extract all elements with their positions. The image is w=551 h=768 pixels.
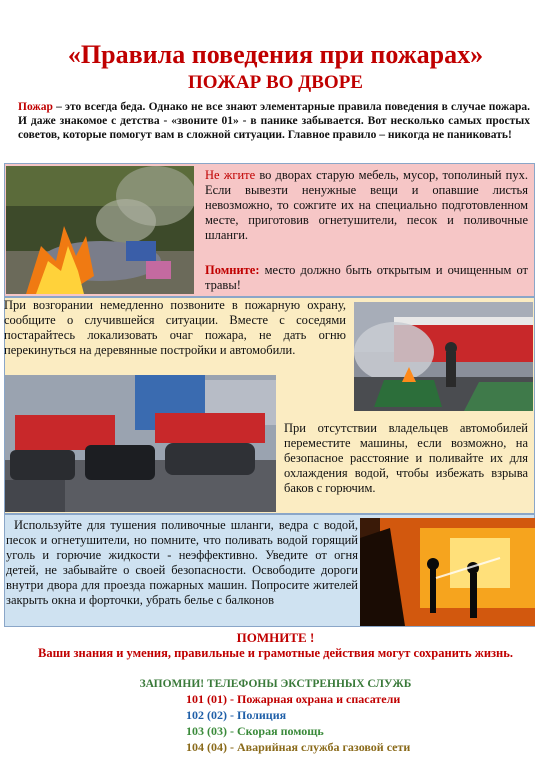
- firefighter-dumpster-image: [354, 302, 533, 411]
- section-1-remember: [205, 263, 528, 293]
- photo-firefighters-blaze: [360, 518, 535, 626]
- burning-trash-image: [6, 166, 194, 294]
- section-1-remember-lead: Помните:: [205, 263, 260, 277]
- section-3-text: Используйте для тушения поливочные шланги, ведра с водой, песок и огнетушители, но помните, что поливать водой горящий уголь и горючие жидкости - неэффективно. Уведите от огня детей, не забывайте о своей безопасности. Освободите дороги внутри двора для проезда пожарных машин. Попросите жителей закрыть окна и форточки, убрать белье с балконов: [6, 518, 358, 607]
- phone-fire: 101 (01) - Пожарная охрана и спасатели: [186, 692, 401, 706]
- photo-fire-trucks-cars: [5, 375, 276, 512]
- section-2-text-top: При возгорании немедленно позвоните в пожарную охрану, сообщите о случившейся ситуации. Вместе с соседями постарайтесь локализовать очаг пожара, не дать огню перекинуться на деревянные постройки и автомобили.: [4, 298, 346, 357]
- footer-remember: ПОМНИТЕ !: [236, 630, 315, 645]
- intro-paragraph: [18, 100, 530, 142]
- phone-police: 102 (02) - Полиция: [186, 708, 287, 722]
- footer-knowledge: Ваши знания и умения, правильные и грамотные действия могут сохранить жизнь.: [38, 646, 513, 660]
- section-1-remember-text: место должно быть открытым и очищенным от травы!: [205, 263, 528, 292]
- section-2-text-bottom: При отсутствии владельцев автомобилей переместите машины, если возможно, на безопасное расстояние и поливайте их для охлаждения водой, чтобы избежать взрыва баков с горючим.: [284, 421, 528, 495]
- intro-lead: Пожар: [18, 101, 53, 113]
- section-1-lead: Не жгите: [205, 168, 256, 182]
- page-title: «Правила поведения при пожарах»: [67, 40, 484, 69]
- photo-firefighter-dumpster: [354, 302, 533, 411]
- phones-heading: ЗАПОМНИ! ТЕЛЕФОНЫ ЭКСТРЕННЫХ СЛУЖБ: [139, 678, 412, 690]
- phone-gas: 104 (04) - Аварийная служба газовой сети: [186, 740, 411, 754]
- intro-text: – это всегда беда. Однако не все знают элементарные правила поведения в случае пожара. И даже знакомое с детства - «звоните 01» - в панике забывается. Вот несколько самых простых советов, которые помогут вам в сложной ситуации. Главное правило – никогда не паниковать!: [18, 101, 530, 141]
- photo-burning-trash: [6, 166, 194, 294]
- fire-trucks-cars-image: [5, 375, 276, 512]
- phone-ambulance: 103 (03) - Скорая помощь: [186, 724, 324, 738]
- firefighters-blaze-image: [360, 518, 535, 626]
- section-1-body: во дворах старую мебель, мусор, тополиный пух. Если вывезти ненужные вещи и опавшие листья невозможно, то сожгите их на специально подготовленном месте, приготовив огнетушители, песок и поливочные шланги.: [205, 168, 528, 242]
- page-subtitle: ПОЖАР ВО ДВОРЕ: [188, 72, 363, 93]
- section-1-text: [205, 168, 528, 243]
